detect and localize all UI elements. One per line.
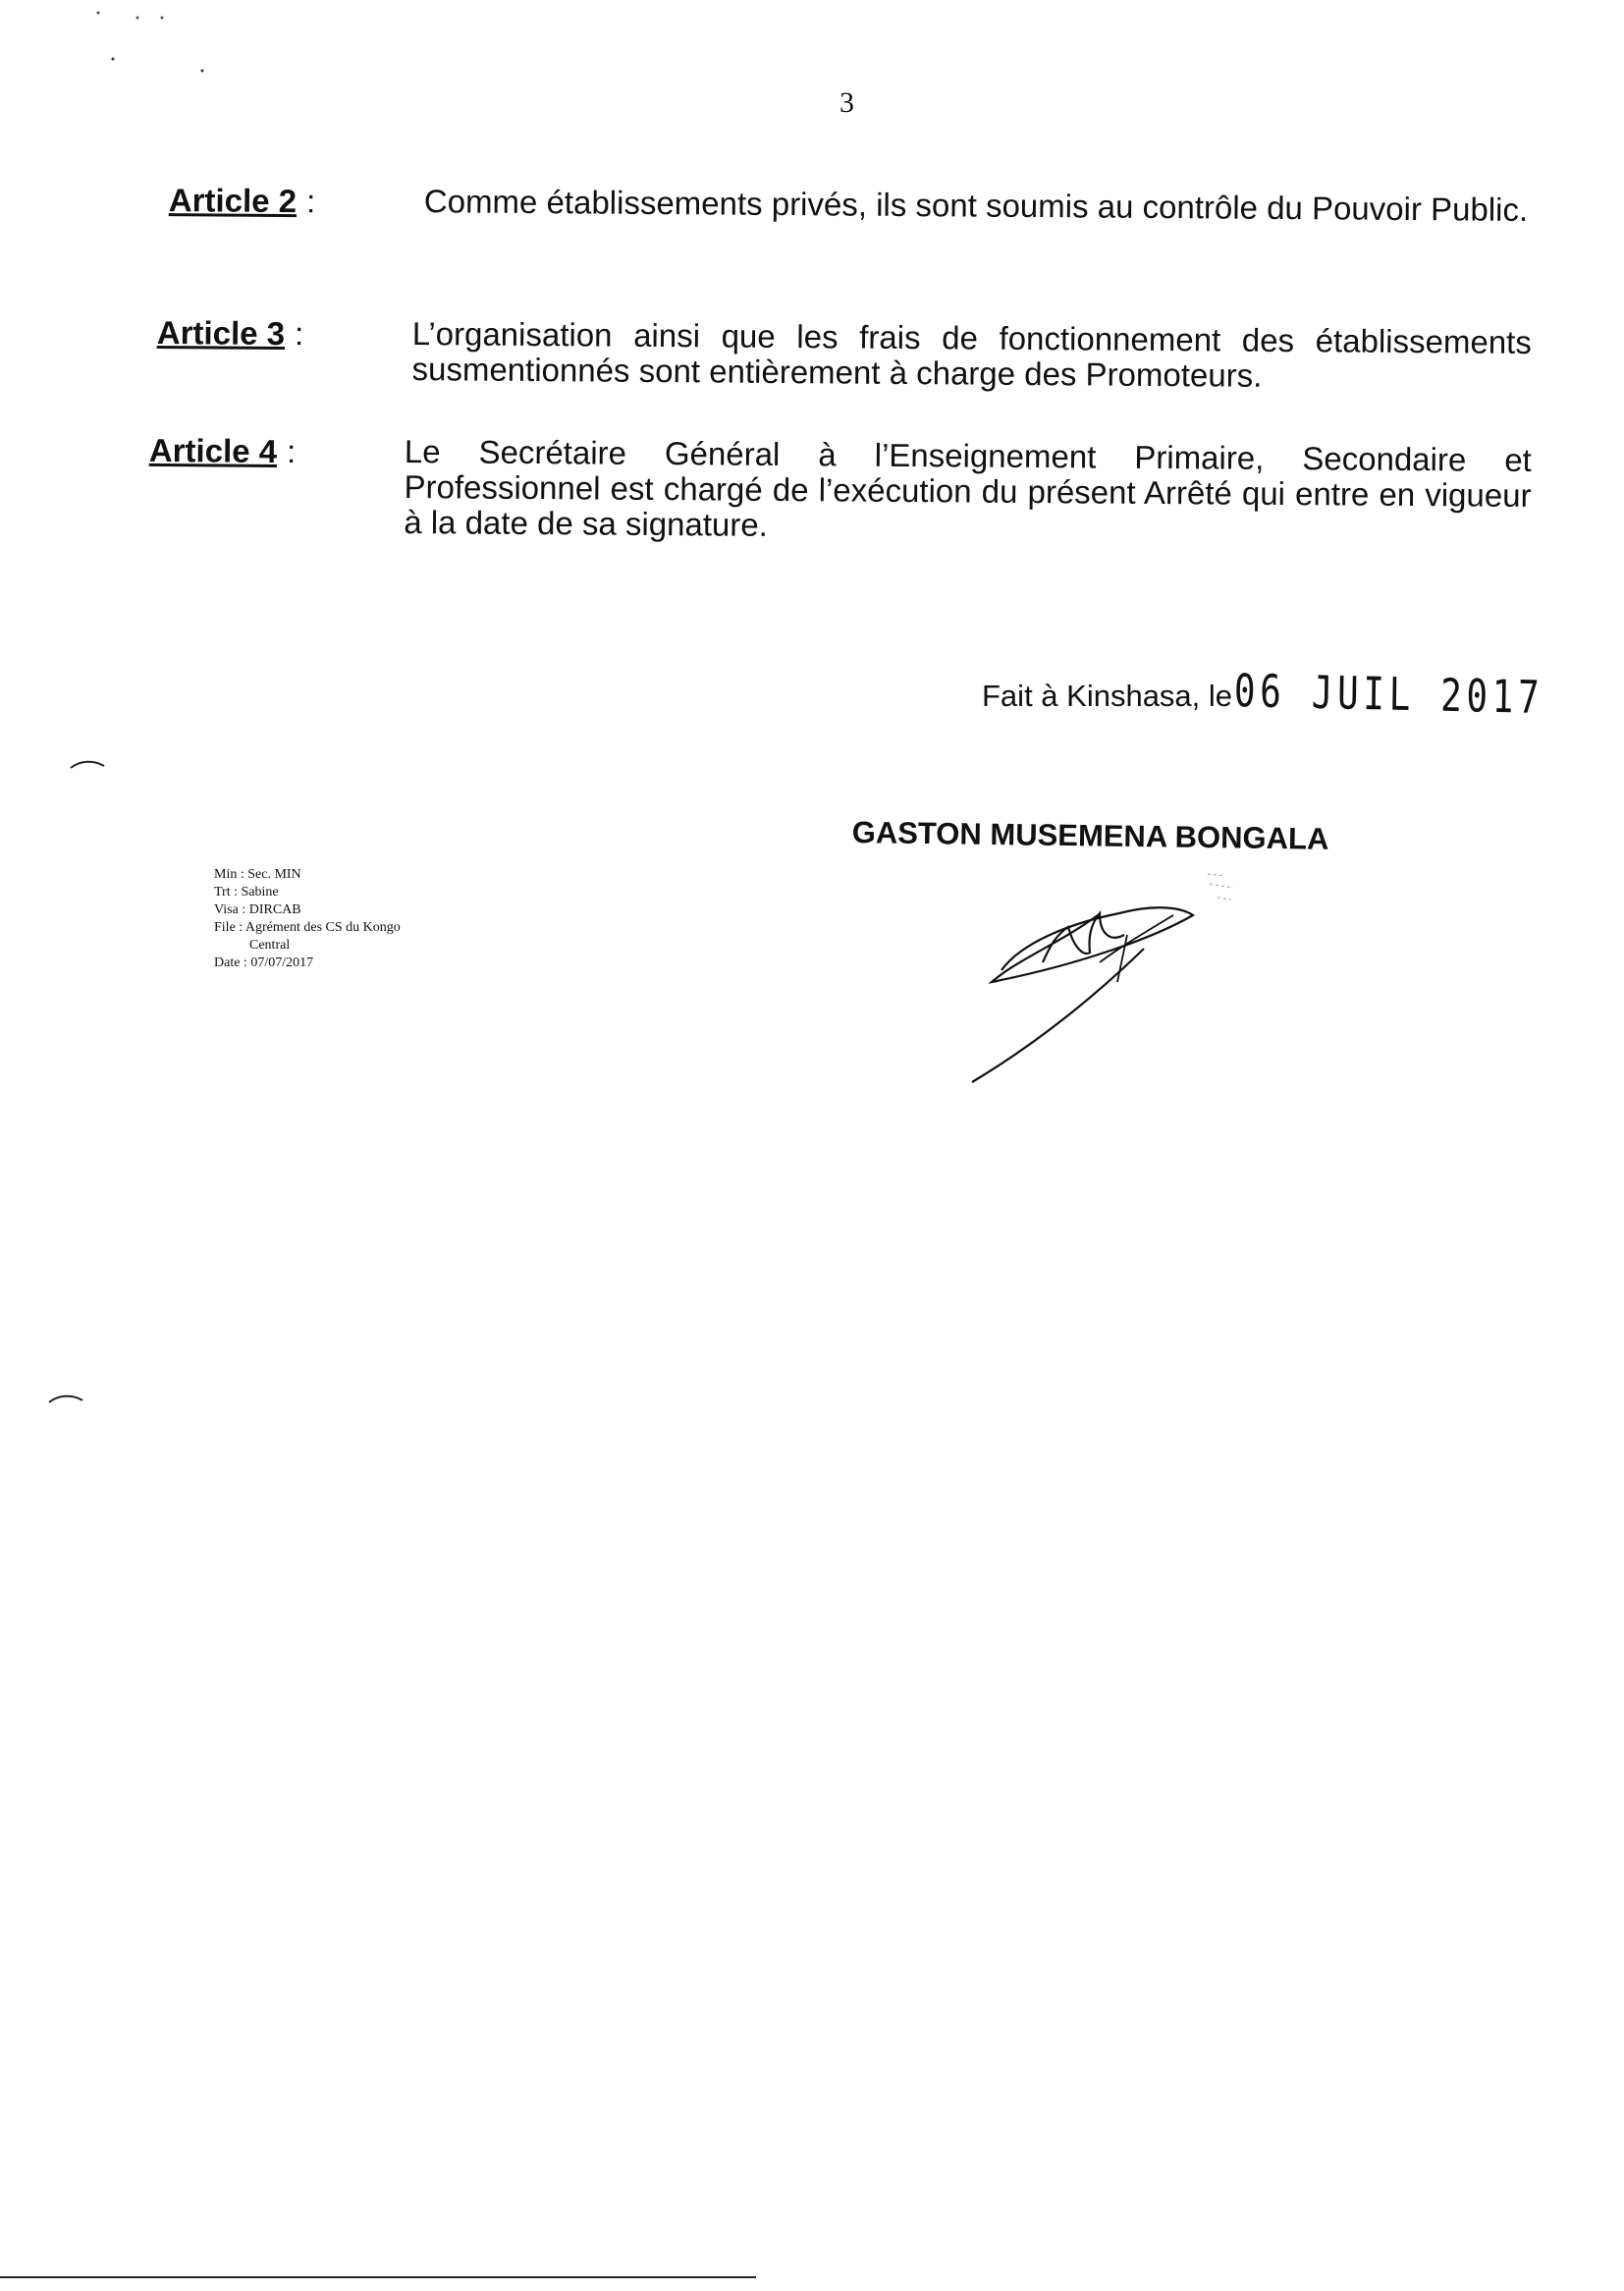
reference-block [214,866,401,972]
article-4 [148,431,1551,549]
ref-file-continued: Central [249,938,291,953]
article-3-colon: : [294,315,304,353]
ref-min: Min : Sec. MIN [214,867,301,882]
article-4-heading: Article 4 [148,431,278,469]
scan-specks [39,8,236,86]
article-2-label [169,182,424,221]
article-4-colon: : [286,433,297,470]
article-4-text: Le Secrétaire Général à l’Enseignement Primaire, Secondaire et Professionnel est chargé de l’exécution du présent Arrêté qui entre en vigueur à la date de sa signature. [404,432,1532,543]
article-3-text: L’organisation ainsi que les frais de fonctionnement des établissements susmentionnés sont entièrement à charge des Promoteurs. [411,315,1532,394]
ref-date: Date : 07/07/2017 [214,955,314,970]
place-and-date [982,664,1624,725]
article-2-colon: : [305,183,316,220]
article-2-heading: Article 2 [168,182,298,220]
article-2-text: Comme établissements privés, ils sont soumis au contrôle du Pouvoir Public. [423,183,1529,228]
place-date-prefix: Fait à Kinshasa, le [982,679,1233,713]
page-edge-line [0,2276,756,2278]
scan-mark-top [69,758,108,772]
ref-visa: Visa : DIRCAB [214,902,301,917]
ref-file: File : Agrément des CS du Kongo [214,920,401,935]
article-3-heading: Article 3 [156,314,286,353]
article-4-label [148,432,405,540]
handwritten-signature [952,854,1247,1090]
article-2 [157,182,1551,230]
article-3 [156,314,1551,396]
scan-mark-middle [47,1392,86,1406]
article-3-label [156,314,412,387]
stamped-date: 06 JUIL 2017 [1233,664,1544,725]
signatory-name: GASTON MUSEMENA BONGALA [851,815,1329,856]
ref-trt: Trt : Sabine [214,885,279,900]
page-number: 3 [839,86,854,119]
